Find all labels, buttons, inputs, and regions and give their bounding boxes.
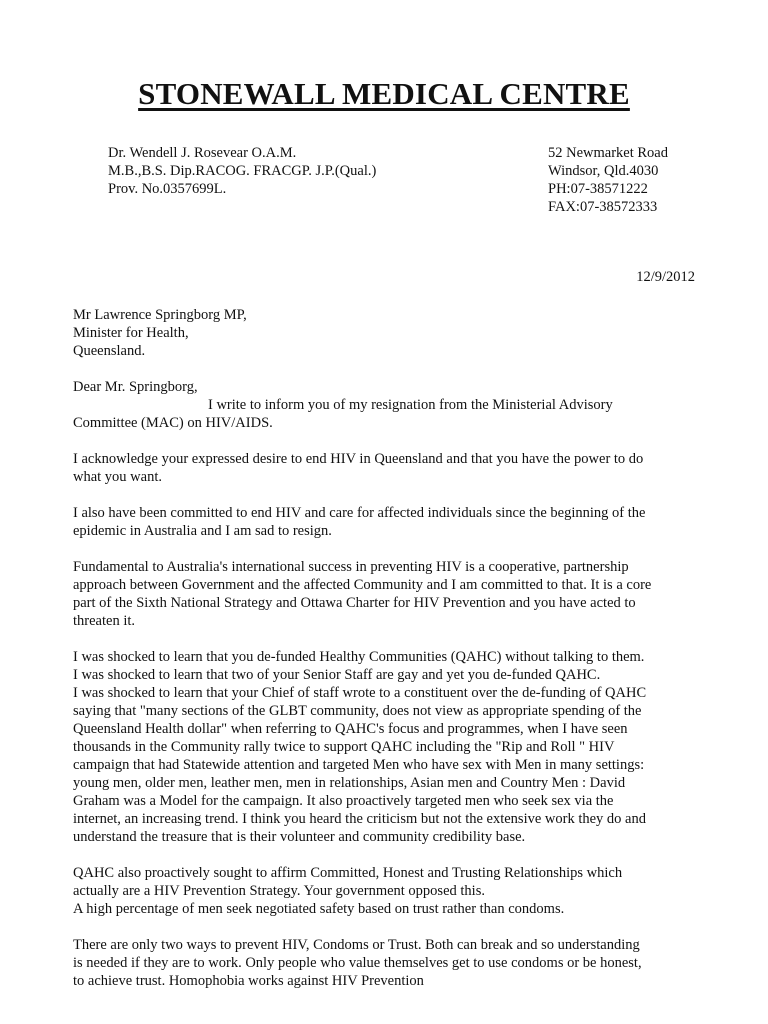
- paragraph-line: QAHC also proactively sought to affirm Committed, Honest and Trusting Relationships which: [73, 865, 623, 881]
- paragraph-line: what you want.: [73, 469, 162, 485]
- doctor-name: Dr. Wendell J. Rosevear O.A.M.: [108, 145, 297, 161]
- phone-number: PH:07-38571222: [548, 181, 648, 197]
- paragraph-line: thousands in the Community rally twice to support QAHC including the "Rip and Roll " HIV: [73, 739, 615, 755]
- paragraph-line: threaten it.: [73, 613, 136, 629]
- paragraph-line: Fundamental to Australia's international success in preventing HIV is a cooperative, partnership: [73, 559, 629, 575]
- paragraph-line: I write to inform you of my resignation from the Ministerial Advisory: [208, 397, 613, 413]
- address-street: 52 Newmarket Road: [548, 145, 668, 161]
- paragraph: [73, 648, 703, 846]
- letterhead-title: STONEWALL MEDICAL CENTRE: [138, 76, 630, 111]
- paragraph-line: I acknowledge your expressed desire to end HIV in Queensland and that you have the power to do: [73, 451, 644, 467]
- letter-body: [73, 306, 703, 990]
- paragraph-line: understand the treasure that is their volunteer and community credibility base.: [73, 829, 526, 845]
- paragraph-line: is needed if they are to work. Only people who value themselves get to use condoms or be honest,: [73, 955, 642, 971]
- paragraph-line: Committee (MAC) on HIV/AIDS.: [73, 415, 273, 431]
- paragraph: [73, 936, 703, 990]
- paragraph-line: Graham was a Model for the campaign. It also proactively targeted men who seek sex via the: [73, 793, 614, 809]
- paragraph: [73, 558, 703, 630]
- paragraph: [73, 504, 703, 540]
- paragraph: [73, 450, 703, 486]
- paragraph-line: I was shocked to learn that your Chief of staff wrote to a constituent over the de-funding of QAHC: [73, 685, 647, 701]
- address-suburb: Windsor, Qld.4030: [548, 163, 659, 179]
- paragraph-line: to achieve trust. Homophobia works against HIV Prevention: [73, 973, 424, 989]
- paragraph-line: part of the Sixth National Strategy and Ottawa Charter for HIV Prevention and you have acted to: [73, 595, 636, 611]
- fax-number: FAX:07-38572333: [548, 199, 658, 215]
- paragraph-line: saying that "many sections of the GLBT community, does not view as appropriate spending of the: [73, 703, 642, 719]
- paragraph-line: I also have been committed to end HIV and care for affected individuals since the beginning of the: [73, 505, 646, 521]
- paragraph-line: actually are a HIV Prevention Strategy. Your government opposed this.: [73, 883, 485, 899]
- paragraph-line: internet, an increasing trend. I think you heard the criticism but not the extensive work they do and: [73, 811, 646, 827]
- paragraph-line: I was shocked to learn that you de-funded Healthy Communities (QAHC) without talking to them.: [73, 649, 645, 665]
- clinic-address: [548, 144, 668, 216]
- paragraph: [73, 864, 703, 918]
- paragraph-line: I was shocked to learn that two of your Senior Staff are gay and yet you de-funded QAHC.: [73, 667, 601, 683]
- paragraph-line: approach between Government and the affected Community and I am committed to that. It is a core: [73, 577, 652, 593]
- paragraph-line: There are only two ways to prevent HIV, Condoms or Trust. Both can break and so understanding: [73, 937, 640, 953]
- provider-number: Prov. No.0357699L.: [108, 181, 227, 197]
- recipient-line: Queensland.: [73, 343, 146, 359]
- paragraph-line: epidemic in Australia and I am sad to resign.: [73, 523, 332, 539]
- paragraph-line: young men, older men, leather men, men in relationships, Asian men and Country Men : David: [73, 775, 626, 791]
- paragraph-line: A high percentage of men seek negotiated safety based on trust rather than condoms.: [73, 901, 565, 917]
- recipient-block: [73, 306, 703, 360]
- recipient-line: Mr Lawrence Springborg MP,: [73, 307, 247, 323]
- paragraph: [73, 396, 703, 432]
- paragraph-line: Queensland Health dollar" when referring to QAHC's focus and programmes, when I have seen: [73, 721, 628, 737]
- doctor-qualifications: M.B.,B.S. Dip.RACOG. FRACGP. J.P.(Qual.): [108, 163, 377, 179]
- letter-date: 12/9/2012: [636, 269, 695, 285]
- doctor-details: [108, 144, 376, 198]
- paragraph-line: campaign that had Statewide attention and targeted Men who have sex with Men in many settings:: [73, 757, 645, 773]
- recipient-line: Minister for Health,: [73, 325, 189, 341]
- salutation: Dear Mr. Springborg,: [73, 379, 198, 395]
